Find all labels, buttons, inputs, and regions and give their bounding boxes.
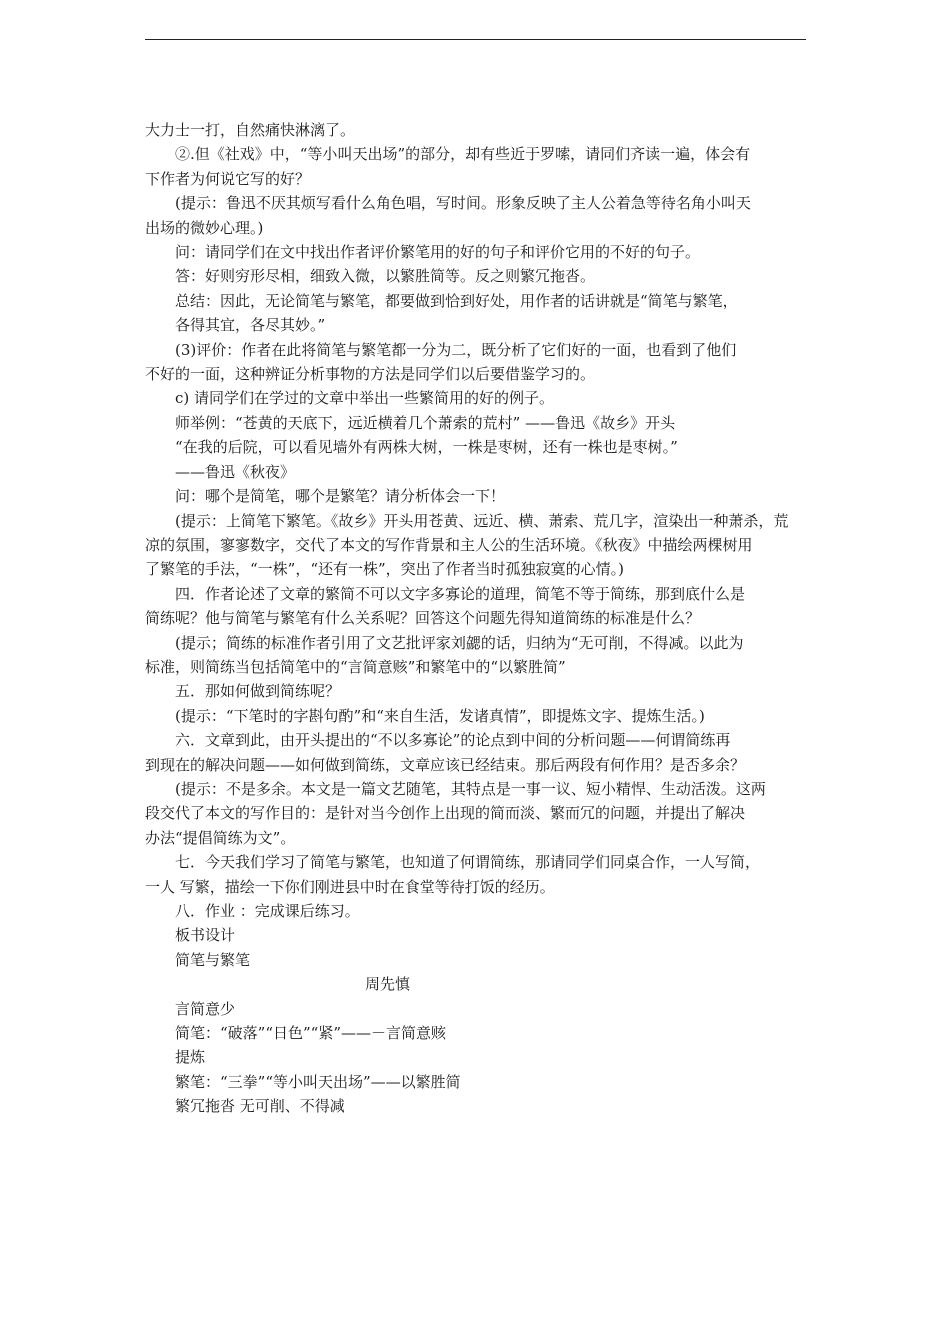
text-line: 八．作业 ：完成课后练习。: [175, 902, 360, 920]
text-line: 一人 写繁，描绘一下你们刚进县中时在食堂等待打饭的经历。: [145, 877, 555, 896]
text-line: “在我的后院，可以看见墙外有两株大树，一株是枣树，还有一株也是枣树。”: [175, 438, 678, 457]
text-line: 各得其宜，各尽其妙。”: [175, 316, 326, 335]
text-line: 问：哪个是简笔，哪个是繁笔？请分析体会一下！: [175, 487, 506, 506]
text-line: 办法“提倡简练为文”。: [145, 828, 296, 847]
text-line: 不好的一面，这种辨证分析事物的方法是同学们以后要借鉴学习的。: [145, 365, 596, 384]
text-line: ——鲁迅《秋夜》: [175, 462, 296, 481]
text-line: 问：请同学们在文中找出作者评价繁笔用的好的句子和评价它用的不好的句子。: [175, 243, 701, 262]
text-line: (提示；简练的标准作者引用了文艺批评家刘勰的话，归纳为“无可削，不得减。以此为: [175, 633, 744, 652]
text-line: 段交代了本文的写作目的：是针对当今创作上出现的简而淡、繁而冗的问题，并提出了解决: [145, 804, 746, 823]
text-line: (3)评价：作者在此将简笔与繁笔都一分为二，既分析了它们好的一面，也看到了他们: [175, 340, 737, 359]
text-line: 简笔：“破落”“日色”“紧”——－言简意赅: [175, 1024, 447, 1043]
text-line: 到现在的解决问题——如何做到简练，文章应该已经结束。那后两段有何作用？是否多余？: [145, 755, 746, 774]
text-line: 下作者为何说它写的好？: [145, 169, 311, 188]
header-rule: [145, 39, 806, 40]
text-line: 提炼: [175, 1048, 206, 1067]
text-line: 周先慎: [365, 975, 411, 994]
text-line: 繁冗拖沓 无可削、不得减: [175, 1097, 345, 1116]
text-line: 标准，则简练当包括简笔中的“言简意赅”和繁笔中的“以繁胜简”: [145, 657, 566, 676]
text-line: 简笔与繁笔: [175, 950, 251, 969]
text-line: 出场的微妙心理。): [145, 218, 264, 237]
document-body: [145, 118, 810, 1119]
text-line: c) 请同学们在学过的文章中举出一些繁简用的好的例子。: [175, 389, 555, 408]
text-line: 繁笔：“三拳”“等小叫天出场”——以繁胜简: [175, 1072, 461, 1091]
text-line: 板书设计: [175, 926, 236, 945]
text-line: 答：好则穷形尽相，细致入微，以繁胜简等。反之则繁冗拖沓。: [175, 267, 596, 286]
text-line: 简练呢？他与简笔与繁笔有什么关系呢？回答这个问题先得知道简练的标准是什么？: [145, 609, 701, 628]
text-line: 五．那如何做到简练呢？: [175, 682, 341, 701]
text-line: 七．今天我们学习了简笔与繁笔，也知道了何谓简练，那请同学们同桌合作，一人写简，: [175, 853, 761, 872]
text-line: 了繁笔的手法，“一株”，“还有一株”，突出了作者当时孤独寂寞的心情。): [145, 560, 625, 579]
text-line: 大力士一打，自然痛快淋漓了。: [145, 121, 356, 139]
text-line: (提示：鲁迅不厌其烦写看什么角色唱，写时间。形象反映了主人公着急等待名角小叫天: [175, 194, 751, 213]
text-line: 六．文章到此，由开头提出的“不以多寡论”的论点到中间的分析问题——何谓简练再: [175, 731, 731, 750]
text-line: (提示：上简笔下繁笔。《故乡》开头用苍黄、远近、横、萧索、荒几字，渲染出一种萧杀，荒: [175, 511, 789, 530]
text-line: (提示：“下笔时的字斟句酌”和“来自生活，发诸真情”，即提炼文字、提炼生活。): [175, 706, 705, 725]
text-line: 四．作者论述了文章的繁简不可以文字多寡论的道理，简笔不等于简练，那到底什么是: [175, 584, 746, 603]
text-line: 总结：因此，无论简笔与繁笔，都要做到恰到好处，用作者的话讲就是“简笔与繁笔，: [175, 291, 738, 310]
text-line: 凉的氛围，寥寥数字，交代了本文的写作背景和主人公的生活环境。《秋夜》中描绘两棵树用: [145, 535, 753, 554]
text-line: 师举例：“苍黄的天底下，远近横着几个萧索的荒村” ——鲁迅《故乡》开头: [175, 413, 676, 432]
text-line: ②.但《社戏》中，“等小叫天出场”的部分，却有些近于罗嗦，请同们齐读一遍，体会有: [175, 145, 751, 164]
text-line: (提示：不是多余。本文是一篇文艺随笔，其特点是一事一议、短小精悍、生动活泼。这两: [175, 779, 766, 798]
text-line: 言简意少: [175, 999, 236, 1018]
